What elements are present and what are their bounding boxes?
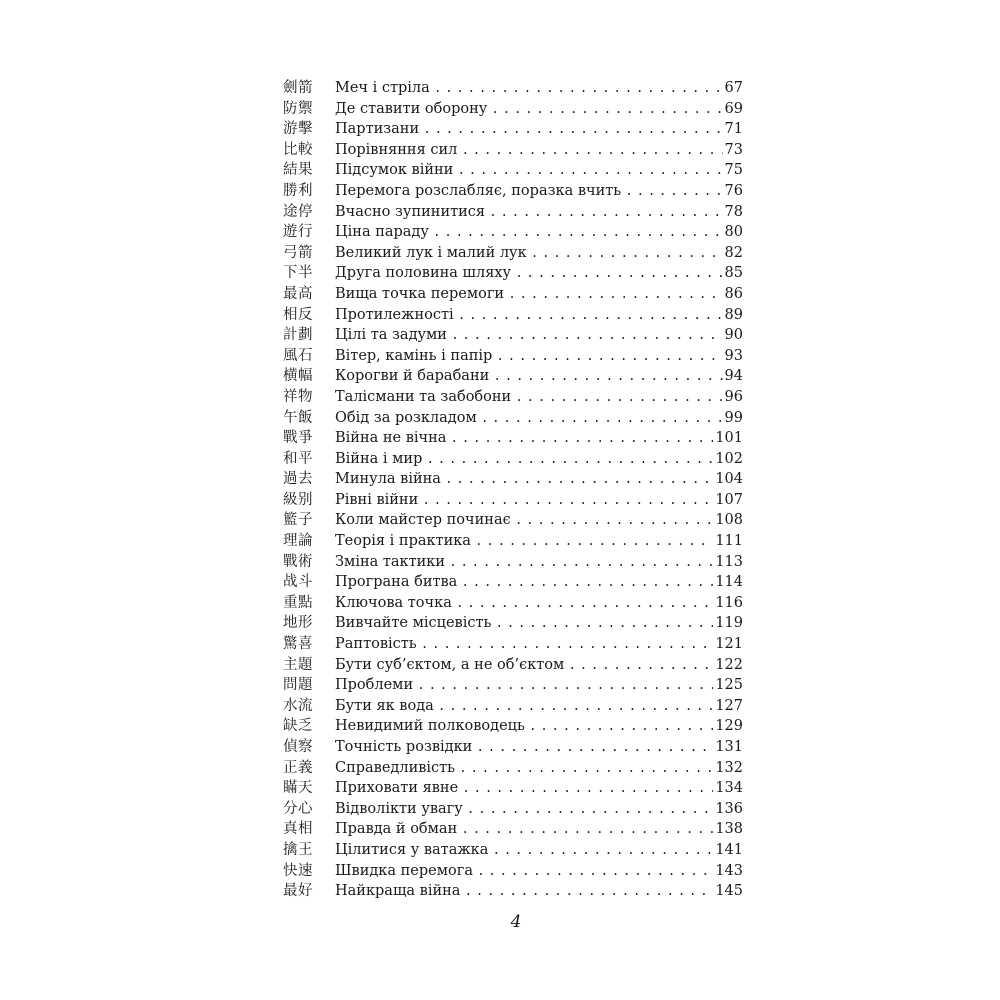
toc-entry-page: 76 — [724, 182, 743, 199]
table-of-contents — [283, 78, 743, 902]
toc-entry-page: 119 — [715, 615, 743, 632]
toc-entry-page: 67 — [724, 80, 743, 96]
toc-entry-page: 127 — [715, 697, 743, 714]
toc-entry — [283, 387, 743, 408]
toc-entry-cjk-label: 主題 — [283, 656, 313, 673]
toc-entry-title: Рівні війни . . . — [335, 490, 713, 511]
toc-entry-title: Вчасно зупинитися . . . — [335, 202, 723, 223]
toc-entry — [283, 696, 743, 717]
toc-entry-page: 107 — [715, 491, 743, 508]
toc-entry-cjk-label: 偵察 — [283, 739, 313, 755]
toc-entry — [283, 840, 743, 861]
toc-entry-title: Війна і мир . . . — [335, 449, 713, 470]
toc-entry-cjk-label: 和平 — [283, 450, 313, 467]
toc-entry-page: 138 — [715, 821, 743, 838]
toc-entry-cjk-label: 最高 — [283, 285, 313, 302]
toc-entry — [283, 78, 743, 99]
toc-entry-cjk-label: 問題 — [283, 677, 313, 694]
toc-entry-cjk-label: 重點 — [283, 594, 313, 611]
toc-entry-cjk-label: 遊行 — [283, 224, 313, 241]
toc-entry-cjk-label: 理論 — [283, 533, 313, 550]
toc-entry-title: Вища точка перемоги . . . — [335, 284, 723, 305]
toc-entry-cjk-label: 祥物 — [283, 388, 313, 405]
toc-entry-page: 134 — [715, 780, 743, 797]
toc-entry-cjk-label: 戰爭 — [283, 430, 313, 447]
toc-entry-page: 93 — [724, 347, 743, 364]
toc-entry-title: Де ставити оборону . . . — [335, 99, 723, 120]
toc-entry — [283, 778, 743, 799]
toc-entry — [283, 716, 743, 737]
toc-entry-cjk-label: 战斗 — [283, 574, 313, 591]
toc-entry — [283, 758, 743, 779]
toc-entry-cjk-label: 戰術 — [283, 553, 313, 570]
toc-entry-cjk-label: 弓箭 — [283, 244, 313, 261]
toc-entry-cjk-label: 計劃 — [283, 327, 313, 344]
toc-entry-title: Партизани . . . — [335, 119, 723, 140]
toc-entry-title: Проблеми . . . — [335, 675, 713, 696]
toc-entry-page: 108 — [715, 512, 743, 529]
toc-entry-page: 71 — [724, 121, 743, 138]
toc-entry-cjk-label: 游擊 — [283, 121, 313, 138]
toc-entry-page: 143 — [715, 862, 743, 879]
toc-entry-title: Перемога розслабляє, поразка вчить . . . — [335, 181, 723, 202]
toc-entry-cjk-label: 級别 — [283, 491, 313, 508]
toc-entry-cjk-label: 勝利 — [283, 182, 313, 199]
toc-entry-page: 104 — [715, 471, 743, 488]
toc-entry-page: 129 — [715, 718, 743, 735]
toc-entry-title: Війна не вічна . . . — [335, 428, 713, 449]
toc-entry-title: Ціна параду . . . — [335, 222, 723, 243]
toc-entry-page: 102 — [715, 450, 743, 467]
toc-entry-cjk-label: 比較 — [283, 141, 313, 158]
toc-entry-page: 116 — [715, 594, 743, 611]
toc-entry-title: Цілитися у ватажка . . . — [335, 840, 713, 861]
toc-entry — [283, 408, 743, 429]
toc-entry-cjk-label: 下半 — [283, 265, 313, 282]
toc-entry — [283, 531, 743, 552]
toc-entry-title: Талісмани та забобони . . . — [335, 387, 723, 408]
toc-entry — [283, 819, 743, 840]
toc-entry — [283, 469, 743, 490]
toc-entry — [283, 160, 743, 181]
toc-entry-title: Теорія і практика . . . — [335, 531, 713, 552]
toc-entry-page: 111 — [715, 533, 743, 550]
toc-entry-page: 132 — [715, 759, 743, 776]
toc-entry-title: Бути суб’єктом, а не об’єктом . . . — [335, 655, 713, 676]
toc-entry-title: Раптовість . . . — [335, 634, 713, 655]
toc-entry — [283, 202, 743, 223]
toc-entry-title: Зміна тактики . . . — [335, 552, 713, 573]
toc-entry-cjk-label: 分心 — [283, 800, 313, 817]
toc-entry-title: Відволікти увагу . . . — [335, 799, 713, 820]
toc-entry — [283, 99, 743, 120]
toc-entry — [283, 675, 743, 696]
toc-entry-cjk-label: 瞞天 — [283, 780, 313, 797]
toc-entry-page: 99 — [724, 409, 743, 426]
toc-entry-page: 86 — [724, 285, 743, 302]
toc-entry-page: 80 — [724, 224, 743, 241]
toc-entry-page: 89 — [724, 306, 743, 323]
toc-entry-cjk-label: 最好 — [283, 883, 313, 900]
toc-entry-title: Коли майстер починає . . . — [335, 510, 713, 531]
toc-entry-page: 145 — [715, 883, 743, 900]
toc-entry-cjk-label: 籃子 — [283, 512, 313, 529]
toc-entry — [283, 490, 743, 511]
toc-entry-page: 122 — [715, 656, 743, 673]
toc-entry-cjk-label: 擒王 — [283, 841, 313, 858]
toc-entry — [283, 449, 743, 470]
toc-entry-page: 113 — [715, 553, 743, 570]
toc-entry-page: 101 — [715, 430, 743, 447]
toc-entry — [283, 799, 743, 820]
toc-entry — [283, 552, 743, 573]
toc-entry-title: Справедливість . . . — [335, 758, 713, 779]
toc-entry-page: 90 — [724, 327, 743, 344]
toc-entry-title: Великий лук і малий лук . . . — [335, 243, 723, 264]
toc-entry-title: Протилежності . . . — [335, 305, 723, 326]
toc-entry-cjk-label: 午飯 — [283, 409, 313, 426]
toc-entry — [283, 325, 743, 346]
toc-entry — [283, 881, 743, 902]
toc-entry — [283, 243, 743, 264]
toc-entry — [283, 181, 743, 202]
toc-entry — [283, 119, 743, 140]
toc-entry-cjk-label: 結果 — [283, 162, 313, 179]
toc-entry — [283, 366, 743, 387]
toc-entry-cjk-label: 地形 — [283, 615, 313, 632]
toc-entry-title: Вітер, камінь і папір . . . — [335, 346, 723, 367]
toc-entry-page: 141 — [715, 841, 743, 858]
toc-entry-cjk-label: 過去 — [283, 471, 313, 488]
toc-entry-cjk-label: 快速 — [283, 862, 313, 879]
toc-entry-title: Підсумок війни . . . — [335, 160, 723, 181]
toc-entry-cjk-label: 驚喜 — [283, 636, 313, 653]
toc-entry-page: 121 — [715, 636, 743, 653]
toc-entry-title: Меч і стріла . . . — [335, 78, 723, 99]
toc-entry-cjk-label: 横幅 — [283, 368, 313, 385]
toc-entry — [283, 655, 743, 676]
toc-entry-title: Обід за розкладом . . . — [335, 408, 723, 429]
toc-entry — [283, 263, 743, 284]
toc-entry-cjk-label: 途停 — [283, 203, 313, 220]
toc-entry-page: 114 — [715, 574, 743, 591]
toc-entry-page: 69 — [724, 100, 743, 117]
toc-entry-cjk-label: 防禦 — [283, 100, 313, 117]
toc-entry-title: Корогви й барабани . . . — [335, 366, 723, 387]
toc-entry-title: Минула війна . . . — [335, 469, 713, 490]
toc-entry-page: 136 — [715, 800, 743, 817]
toc-entry — [283, 140, 743, 161]
toc-entry-title: Бути як вода . . . — [335, 696, 713, 717]
toc-entry-cjk-label: 相反 — [283, 306, 313, 323]
toc-entry-title: Точність розвідки . . . — [335, 737, 713, 758]
toc-entry — [283, 510, 743, 531]
toc-entry — [283, 428, 743, 449]
toc-entry-cjk-label: 劍箭 — [283, 80, 313, 96]
toc-entry-page: 125 — [715, 677, 743, 694]
toc-entry-cjk-label: 缺乏 — [283, 718, 313, 735]
toc-entry — [283, 305, 743, 326]
toc-entry — [283, 634, 743, 655]
toc-entry-title: Швидка перемога . . . — [335, 861, 713, 882]
toc-entry-page: 82 — [724, 244, 743, 261]
toc-entry-title: Програна битва . . . — [335, 572, 713, 593]
toc-entry-title: Вивчайте місцевість . . . — [335, 613, 713, 634]
toc-entry — [283, 572, 743, 593]
toc-entry — [283, 346, 743, 367]
toc-entry-title: Правда й обман . . . — [335, 819, 713, 840]
toc-entry-title: Друга половина шляху . . . — [335, 263, 723, 284]
toc-entry-title: Найкраща війна . . . — [335, 881, 713, 902]
toc-entry-page: 96 — [724, 388, 743, 405]
toc-entry — [283, 861, 743, 882]
toc-entry-title: Ключова точка . . . — [335, 593, 713, 614]
toc-entry-page: 85 — [724, 265, 743, 282]
toc-entry-cjk-label: 真相 — [283, 821, 313, 838]
toc-entry-cjk-label: 風石 — [283, 347, 313, 364]
toc-entry-page: 75 — [724, 162, 743, 179]
toc-entry-title: Цілі та задуми . . . — [335, 325, 723, 346]
toc-entry-title: Невидимий полководець . . . — [335, 716, 713, 737]
toc-entry — [283, 737, 743, 758]
toc-entry-page: 78 — [724, 203, 743, 220]
toc-entry-title: Приховати явне . . . — [335, 778, 713, 799]
toc-entry — [283, 284, 743, 305]
toc-entry-cjk-label: 水流 — [283, 697, 313, 714]
page-number: 4 — [510, 912, 522, 932]
toc-entry-page: 73 — [724, 141, 743, 158]
toc-entry — [283, 593, 743, 614]
toc-entry-title: Порівняння сил . . . — [335, 140, 723, 161]
toc-entry-page: 94 — [724, 368, 743, 385]
toc-entry — [283, 222, 743, 243]
toc-entry-page: 131 — [715, 739, 743, 755]
toc-entry — [283, 613, 743, 634]
toc-entry-cjk-label: 正義 — [283, 759, 313, 776]
